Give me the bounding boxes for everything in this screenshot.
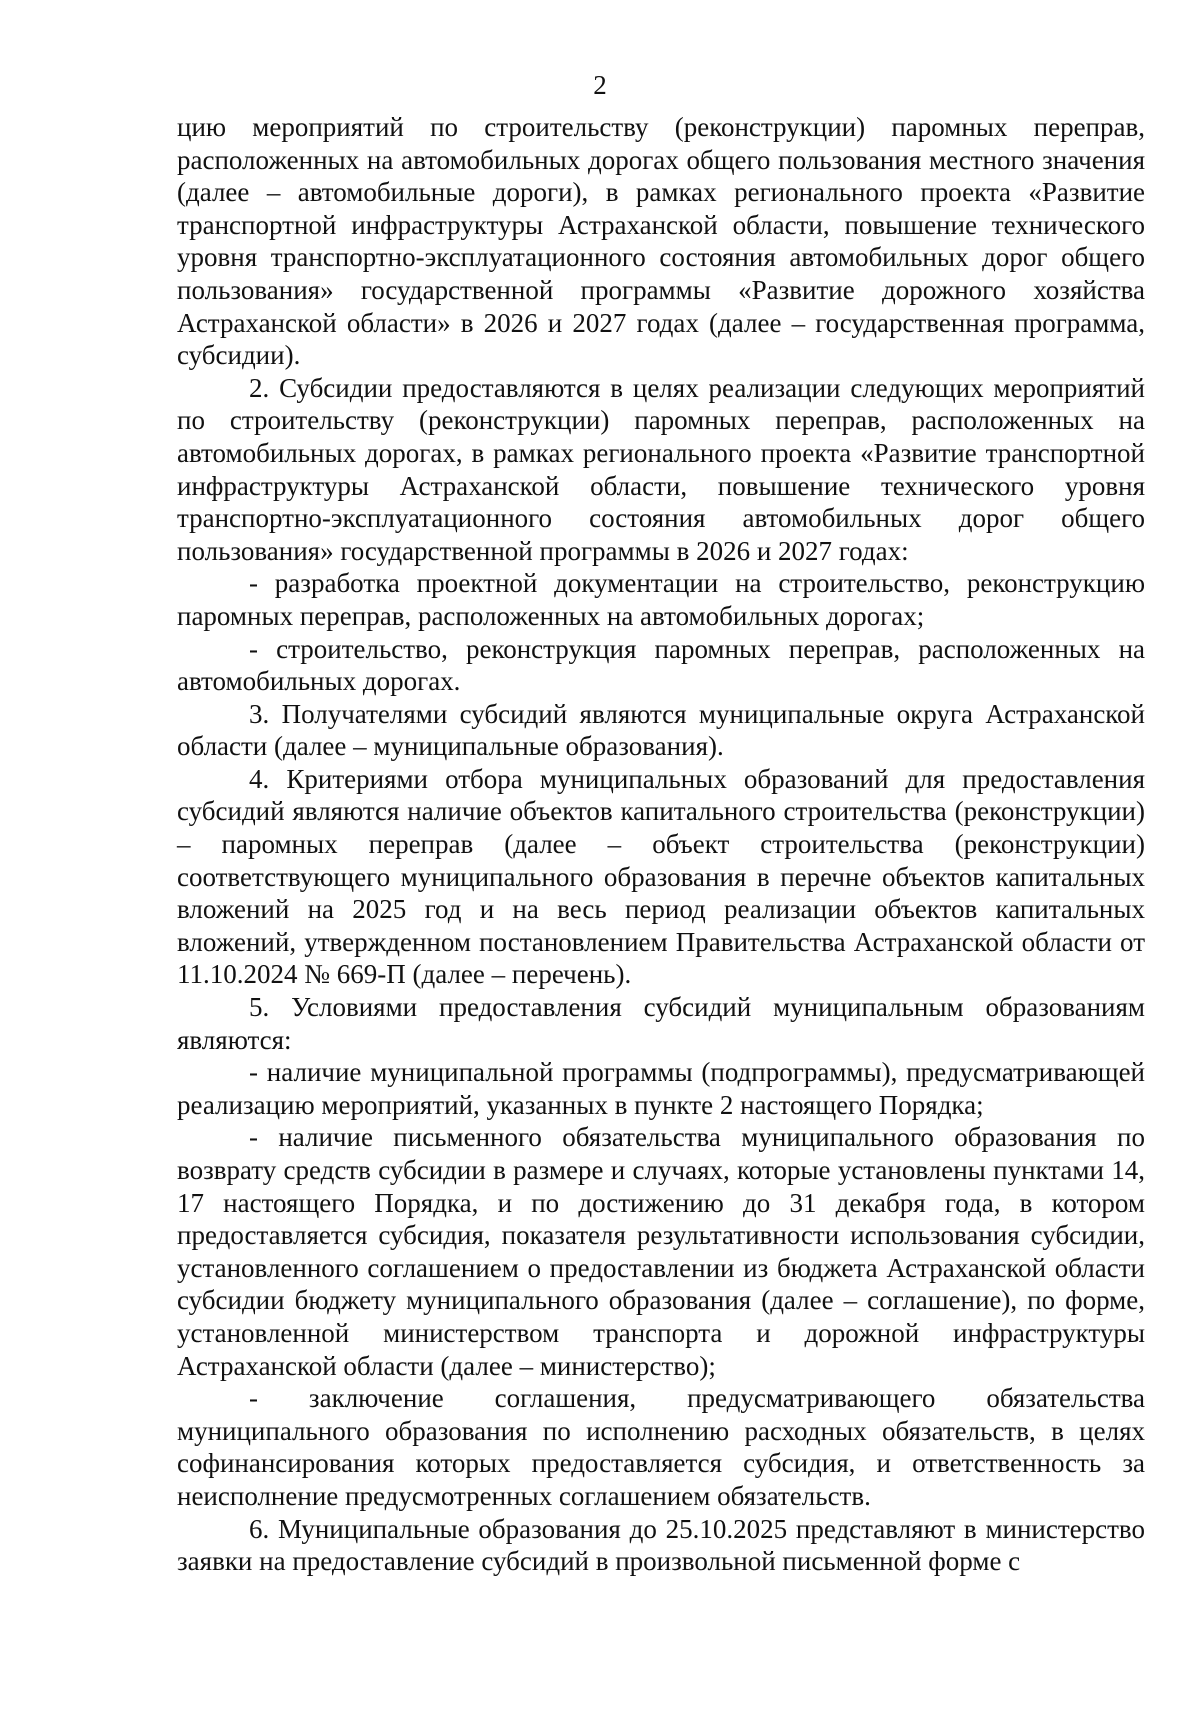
document-body (177, 111, 1145, 1578)
paragraph-bullet: - строительство, реконструкция паромных переправ, расположенных на автомобильных дорогах. (177, 633, 1145, 697)
paragraph-item-2: 2. Субсидии предоставляются в целях реализации следующих мероприятий по строительству (реконструкции) паромных переправ, расположенных на автомобильных дорогах, в рамках регионального проекта «Развитие транспортной инфраструктуры Астраханской области, повышение технического уровня транспортно-эксплуатационного состояния автомобильных дорог общего пользования» государственной программы в 2026 и 2027 годах: (177, 372, 1145, 566)
paragraph-bullet: - наличие муниципальной программы (подпрограммы), предусматривающей реализацию мероприятий, указанных в пункте 2 настоящего Порядка; (177, 1057, 1145, 1120)
paragraph-item-6: 6. Муниципальные образования до 25.10.2025 представляют в министерство заявки на предоставление субсидий в произвольной письменной форме с (177, 1513, 1145, 1577)
paragraph-item-4: 4. Критериями отбора муниципальных образований для предоставления субсидий являются наличие объектов капитального строительства (реконструкции) – паромных переправ (далее – объект строительства (реконструкции) соответствующего муниципального образования в перечне объектов капитальных вложений на 2025 год и на весь период реализации объектов капитальных вложений, утвержденном постановлением Правительства Астраханской области от 11.10.2024 № 669-П (далее – перечень). (177, 763, 1145, 990)
paragraph-bullet: - заключение соглашения, предусматривающего обязательства муниципального образования по исполнению расходных обязательств, в целях софинансирования которых предоставляется субсидия, и ответственность за неисполнение предусмотренных соглашением обязательств. (177, 1383, 1145, 1511)
paragraph-item-3: 3. Получателями субсидий являются муниципальные округа Астраханской области (далее – муниципальные образования). (177, 698, 1145, 762)
paragraph-bullet: - разработка проектной документации на строительство, реконструкцию паромных переправ, расположенных на автомобильных дорогах; (177, 568, 1145, 631)
paragraph-bullet: - наличие письменного обязательства муниципального образования по возврату средств субсидии в размере и случаях, которые установлены пунктами 14, 17 настоящего Порядка, и по достижению до 31 декабря года, в котором предоставляется субсидия, показателя результативности использования субсидии, установленного соглашением о предоставлении из бюджета Астраханской области субсидии бюджету муниципального образования (далее – соглашение), по форме, установленной министерством транспорта и дорожной инфраструктуры Астраханской области (далее – министерство); (177, 1122, 1145, 1381)
paragraph-item-5: 5. Условиями предоставления субсидий муниципальным образованиям являются: (177, 992, 1145, 1055)
page-number: 2 (593, 70, 607, 100)
paragraph-continuation: цию мероприятий по строительству (реконструкции) паромных переправ, расположенных на автомобильных дорогах общего пользования местного значения (далее – автомобильные дороги), в рамках регионального проекта «Развитие транспортной инфраструктуры Астраханской области, повышение технического уровня транспортно-эксплуатационного состояния автомобильных дорог общего пользования» государственной программы «Развитие дорожного хозяйства Астраханской области» в 2026 и 2027 годах (далее – государственная программа, субсидии). (177, 112, 1145, 371)
